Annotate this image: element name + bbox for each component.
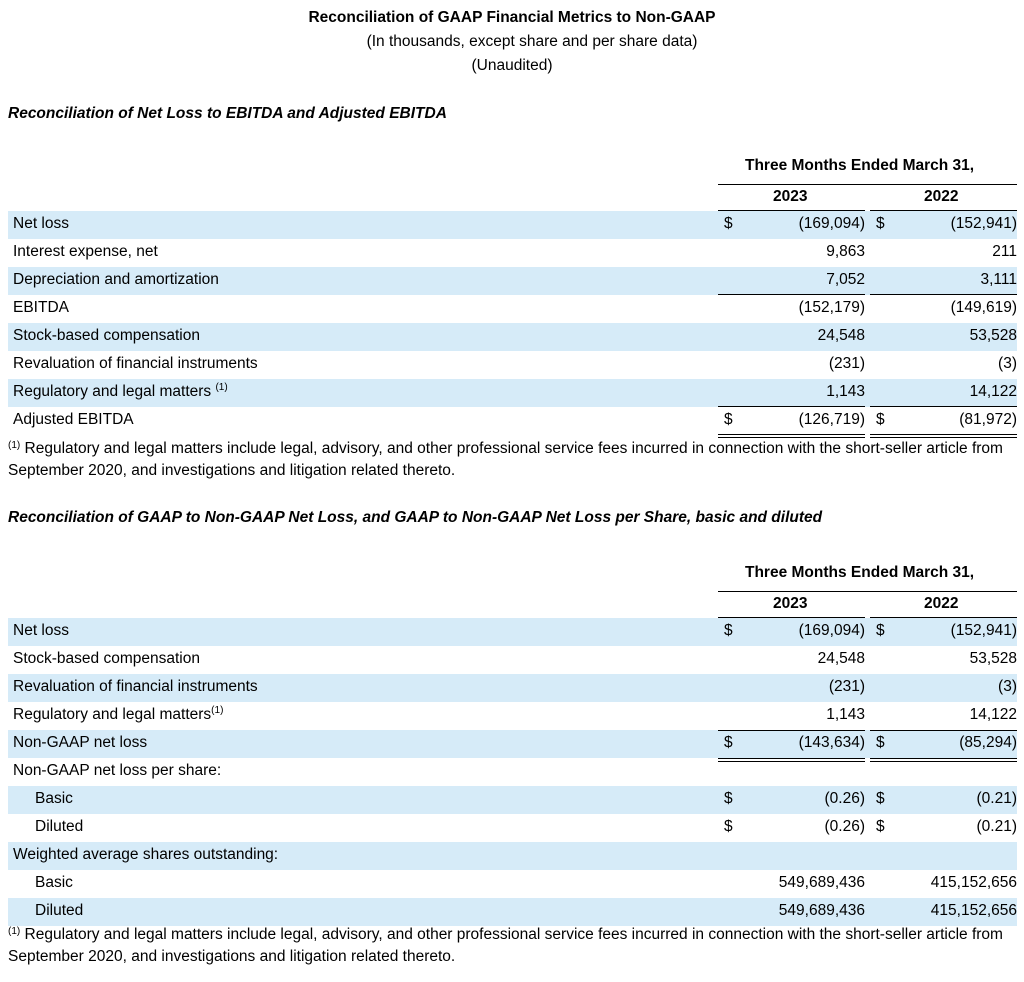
value-2023: (231): [828, 355, 865, 372]
row-label: Interest expense, net: [13, 243, 158, 260]
row-label: Adjusted EBITDA: [13, 411, 134, 428]
section2-period-header: Three Months Ended March 31,: [745, 564, 975, 581]
value-2023: (231): [828, 678, 865, 695]
value-2022: (152,941): [950, 215, 1017, 232]
value-2022: 53,528: [969, 327, 1017, 344]
currency-symbol: $: [876, 734, 885, 751]
total-double-rule: [718, 758, 865, 762]
unaudited-note: (Unaudited): [471, 57, 553, 74]
value-2022: (152,941): [950, 622, 1017, 639]
value-2023: 549,689,436: [778, 874, 865, 891]
value-2023: (0.26): [824, 818, 865, 835]
currency-symbol: $: [876, 411, 885, 428]
subtotal-rule: [870, 406, 1017, 407]
subtotal-rule: [870, 294, 1017, 295]
value-2022: (0.21): [976, 790, 1017, 807]
footnote-text: Regulatory and legal matters include legal, advisory, and other professional service fees incurred in connection with the short-seller article from September 2020, and investigations and litigation related thereto.: [8, 926, 1003, 965]
section1-footnote: [8, 438, 1020, 482]
value-2022: (0.21): [976, 818, 1017, 835]
value-2023: (0.26): [824, 790, 865, 807]
currency-symbol: $: [724, 215, 733, 232]
currency-symbol: $: [876, 818, 885, 835]
table-row: [8, 898, 1017, 926]
value-2023: (126,719): [798, 411, 865, 428]
table-row: [8, 870, 1017, 898]
table-row: [8, 618, 1017, 646]
value-2023: 9,863: [826, 243, 865, 260]
table-row: [8, 323, 1017, 351]
table-row: [8, 842, 1017, 870]
row-label: Stock-based compensation: [13, 650, 200, 667]
footnote-marker: (1): [8, 440, 21, 451]
table-row: [8, 786, 1017, 814]
row-label: Diluted: [35, 818, 84, 835]
value-2023: 1,143: [826, 383, 865, 400]
row-label: Revaluation of financial instruments: [13, 678, 258, 695]
table-row: [8, 758, 1017, 786]
currency-symbol: $: [876, 790, 885, 807]
row-label: Weighted average shares outstanding:: [13, 846, 279, 863]
value-2022: 53,528: [969, 650, 1017, 667]
footnote-ref: (1): [211, 705, 224, 716]
section1-title: Reconciliation of Net Loss to EBITDA and Adjusted EBITDA: [8, 105, 447, 122]
value-2022: 415,152,656: [930, 874, 1017, 891]
table-row: [8, 646, 1017, 674]
row-label: Non-GAAP net loss per share:: [13, 762, 222, 779]
value-2022: 14,122: [969, 706, 1017, 723]
row-label: Stock-based compensation: [13, 327, 200, 344]
subtotal-rule: [718, 406, 865, 407]
value-2023: 7,052: [826, 271, 865, 288]
table-row: [8, 730, 1017, 758]
currency-symbol: $: [876, 622, 885, 639]
report-title: Reconciliation of GAAP Financial Metrics to Non-GAAP: [308, 9, 716, 26]
value-2022: 211: [992, 243, 1017, 260]
section1-col-2023: 2023: [773, 188, 808, 205]
row-label: Basic: [35, 874, 73, 891]
currency-symbol: $: [724, 790, 733, 807]
section2-period-underline: [718, 591, 1017, 592]
value-2022: 415,152,656: [930, 902, 1017, 919]
footnote-ref: (1): [215, 382, 228, 393]
value-2023: (143,634): [798, 734, 865, 751]
table-row: [8, 267, 1017, 295]
table-row: [8, 379, 1017, 407]
currency-symbol: $: [724, 411, 733, 428]
value-2022: 14,122: [969, 383, 1017, 400]
currency-symbol: $: [724, 734, 733, 751]
row-label: Net loss: [13, 215, 69, 232]
section1-period-header: Three Months Ended March 31,: [745, 157, 975, 174]
total-double-rule: [870, 758, 1017, 762]
section2-title: Reconciliation of GAAP to Non-GAAP Net Loss, and GAAP to Non-GAAP Net Loss per Share, basic and diluted: [8, 509, 823, 526]
row-label: Revaluation of financial instruments: [13, 355, 258, 372]
row-label-text: Regulatory and legal matters: [13, 383, 216, 400]
footnote-text: Regulatory and legal matters include legal, advisory, and other professional service fees incurred in connection with the short-seller article from September 2020, and investigations and litigation related thereto.: [8, 440, 1003, 479]
table-row: [8, 702, 1017, 730]
value-2022: (149,619): [950, 299, 1017, 316]
value-2022: (81,972): [959, 411, 1017, 428]
table-row: [8, 295, 1017, 323]
footnote-marker: (1): [8, 926, 21, 937]
value-2022: (3): [998, 678, 1017, 695]
table-row: [8, 407, 1017, 435]
value-2022: (85,294): [959, 734, 1017, 751]
value-2023: (152,179): [798, 299, 865, 316]
report-subtitle: (In thousands, except share and per share data): [366, 33, 698, 50]
table-row: [8, 239, 1017, 267]
value-2023: 1,143: [826, 706, 865, 723]
table-row: [8, 674, 1017, 702]
currency-symbol: $: [724, 622, 733, 639]
value-2023: (169,094): [798, 215, 865, 232]
subtotal-rule: [870, 730, 1017, 731]
row-label: Diluted: [35, 902, 84, 919]
table-row: [8, 814, 1017, 842]
row-label: [13, 706, 223, 724]
row-label: [13, 383, 228, 401]
value-2022: (3): [998, 355, 1017, 372]
row-label: Net loss: [13, 622, 69, 639]
section2-col-2023: 2023: [773, 595, 808, 612]
value-2023: (169,094): [798, 622, 865, 639]
row-label: Basic: [35, 790, 73, 807]
row-label-text: Regulatory and legal matters: [13, 706, 212, 723]
subtotal-rule: [718, 730, 865, 731]
value-2023: 24,548: [817, 650, 865, 667]
row-label: Depreciation and amortization: [13, 271, 219, 288]
row-label: EBITDA: [13, 299, 69, 316]
currency-symbol: $: [724, 818, 733, 835]
section1-col-2022: 2022: [924, 188, 959, 205]
currency-symbol: $: [876, 215, 885, 232]
table-row: [8, 211, 1017, 239]
row-label: Non-GAAP net loss: [13, 734, 148, 751]
value-2023: 24,548: [817, 327, 865, 344]
table-row: [8, 351, 1017, 379]
section1-period-underline: [718, 184, 1017, 185]
section2-col-2022: 2022: [924, 595, 959, 612]
section2-footnote: [8, 924, 1020, 968]
value-2023: 549,689,436: [778, 902, 865, 919]
value-2022: 3,111: [980, 271, 1017, 288]
subtotal-rule: [718, 294, 865, 295]
